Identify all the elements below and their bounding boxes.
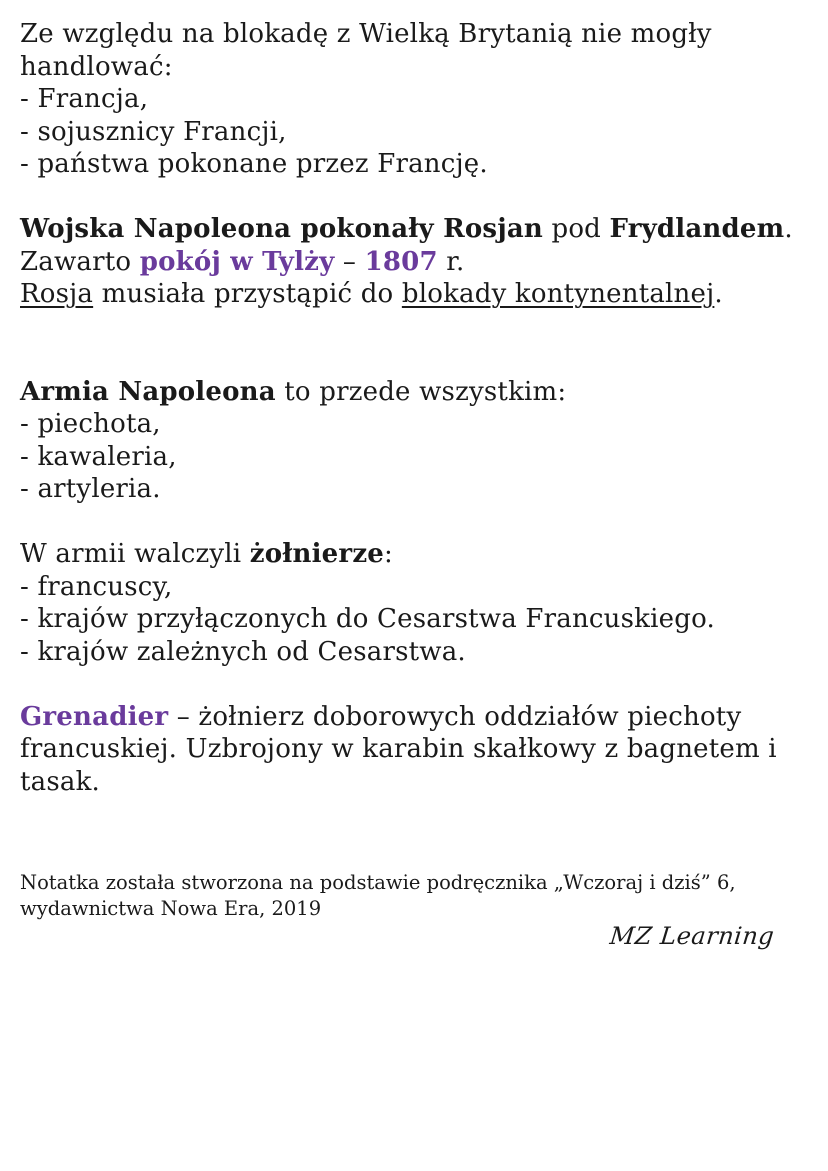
tilsit-prefix: Zawarto xyxy=(20,246,140,277)
grenadier-section xyxy=(20,701,810,799)
blockade-list-item: - państwa pokonane przez Francję. xyxy=(20,149,488,179)
grenadier-definition: – żołnierz doborowych oddziałów piechoty xyxy=(168,701,742,732)
friedland-place: Frydlandem xyxy=(609,214,785,244)
continental-blockade-line xyxy=(20,278,810,311)
soldiers-heading xyxy=(20,538,810,571)
friedland-period: . xyxy=(784,214,793,244)
army-list-item: - kawaleria, xyxy=(20,441,177,472)
tilsit-peace-line xyxy=(20,246,810,279)
tilsit-section xyxy=(20,213,810,311)
grenadier-term: Grenadier xyxy=(20,701,169,732)
grenadier-line2: francuskiej. Uzbrojony w karabin skałkowy z bagnetem i xyxy=(20,734,777,764)
author-signature: MZ Learning xyxy=(608,922,776,950)
blockade-middle: musiała przystąpić do xyxy=(93,279,402,309)
soldiers-section xyxy=(20,538,810,668)
army-section xyxy=(20,376,810,506)
blockade-list-item: - Francja, xyxy=(20,84,149,114)
soldiers-list-item: - krajów przyłączonych do Cesarstwa Francuskiego. xyxy=(20,604,715,634)
friedland-pod: pod xyxy=(543,214,610,244)
source-footnote xyxy=(20,870,810,922)
soldiers-term: żołnierze xyxy=(249,539,385,569)
army-list-item: - piechota, xyxy=(20,409,161,439)
army-heading-text: to przede wszystkim: xyxy=(275,376,567,407)
tilsit-dash: – xyxy=(334,246,365,277)
soldiers-prefix: W armii walczyli xyxy=(20,539,250,569)
friedland-line xyxy=(20,213,810,246)
continental-blockade-term: blokady kontynentalnej xyxy=(401,279,715,309)
russia-term: Rosja xyxy=(20,279,94,309)
footnote-line2: wydawnictwa Nowa Era, 2019 xyxy=(20,897,322,920)
note-page xyxy=(20,18,810,798)
napoleon-armies-defeated-russians: Wojska Napoleona pokonały Rosjan xyxy=(20,214,544,244)
tilsit-suffix: r. xyxy=(437,246,465,277)
soldiers-list-item: - francuscy, xyxy=(20,571,173,602)
blockade-intro-line2: handlować: xyxy=(20,51,173,82)
blockade-list-item: - sojusznicy Francji, xyxy=(20,116,287,147)
soldiers-colon: : xyxy=(384,539,394,569)
grenadier-line1 xyxy=(20,701,810,734)
grenadier-line3: tasak. xyxy=(20,766,101,797)
blockade-period: . xyxy=(714,279,723,309)
blockade-intro-line1: Ze względu na blokadę z Wielką Brytanią nie mogły xyxy=(20,19,712,49)
army-term: Armia Napoleona xyxy=(20,376,276,407)
blockade-section xyxy=(20,18,810,181)
army-list-item: - artyleria. xyxy=(20,474,161,504)
footnote-line1: Notatka została stworzona na podstawie podręcznika „Wczoraj i dziś” 6, xyxy=(20,871,736,894)
soldiers-list-item: - krajów zależnych od Cesarstwa. xyxy=(20,636,466,667)
army-heading xyxy=(20,376,810,409)
tilsit-year: 1807 xyxy=(364,246,438,277)
tilsit-peace-term: pokój w Tylży xyxy=(139,246,335,277)
